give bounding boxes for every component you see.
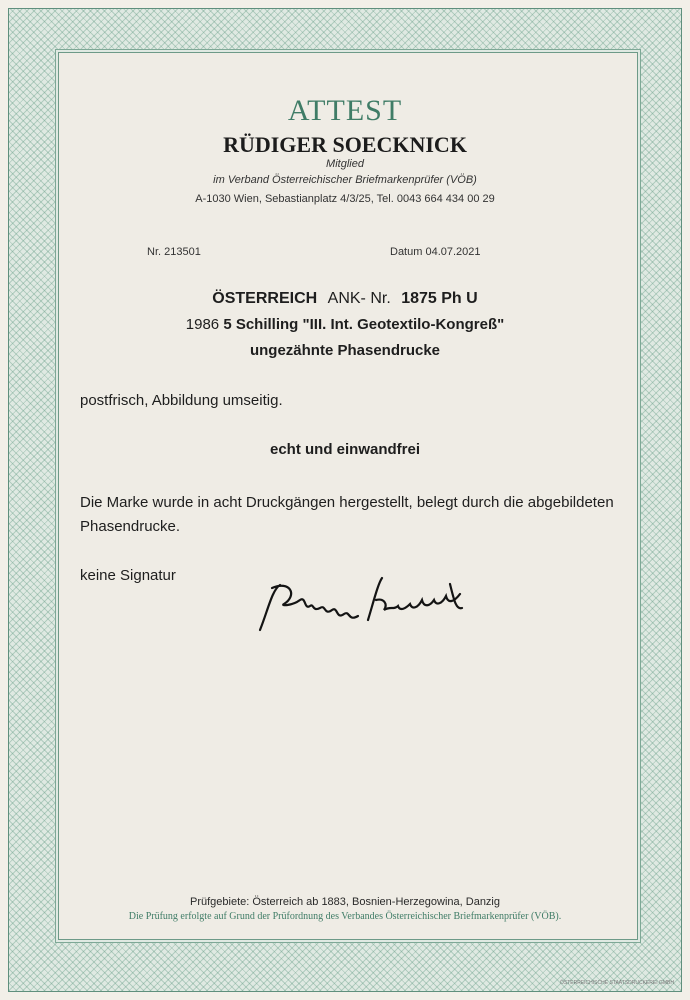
- member-label: Mitglied: [326, 158, 364, 170]
- handwritten-signature: [250, 570, 490, 640]
- printer-imprint: ÖSTERREICHISCHE STAATSDRUCKEREI GMBH: [560, 980, 674, 986]
- ank-label: ANK- Nr.: [327, 290, 391, 307]
- examiner-name: RÜDIGER SOECKNICK: [223, 132, 467, 157]
- examiner-address: A-1030 Wien, Sebastianplatz 4/3/25, Tel. 0043 664 434 00 29: [195, 193, 495, 205]
- verdict-text: echt und einwandfrei: [269, 441, 420, 458]
- certificate-date: Datum 04.07.2021: [390, 246, 481, 258]
- regulation-note: Die Prüfung erfolgte auf Grund der Prüfordnung des Verbandes Österreichischer Briefmarkenprüfer (VÖB).: [128, 911, 562, 922]
- catalog-line: [0, 290, 690, 308]
- description-text: Die Marke wurde in acht Druckgängen hergestellt, belegt durch die abgebildeten Phasendrucke.: [80, 494, 614, 535]
- examination-fields: Prüfgebiete: Österreich ab 1883, Bosnien-Herzegowina, Danzig: [189, 896, 500, 908]
- certificate-title: ATTEST: [287, 94, 403, 127]
- stamp-year: 1986: [185, 316, 220, 333]
- signature-note: keine Signatur: [80, 567, 176, 584]
- country: ÖSTERREICH: [212, 290, 318, 307]
- certificate-number: Nr. 213501: [147, 246, 201, 258]
- ank-number: 1875 Ph U: [401, 290, 478, 307]
- stamp-variety: ungezähnte Phasendrucke: [249, 342, 441, 359]
- association-label: im Verband Österreichischer Briefmarkenprüfer (VÖB): [213, 174, 477, 186]
- condition-text: postfrisch, Abbildung umseitig.: [80, 392, 283, 409]
- stamp-line: [0, 316, 690, 333]
- stamp-description: 5 Schilling "III. Int. Geotextilo-Kongreß": [223, 316, 505, 333]
